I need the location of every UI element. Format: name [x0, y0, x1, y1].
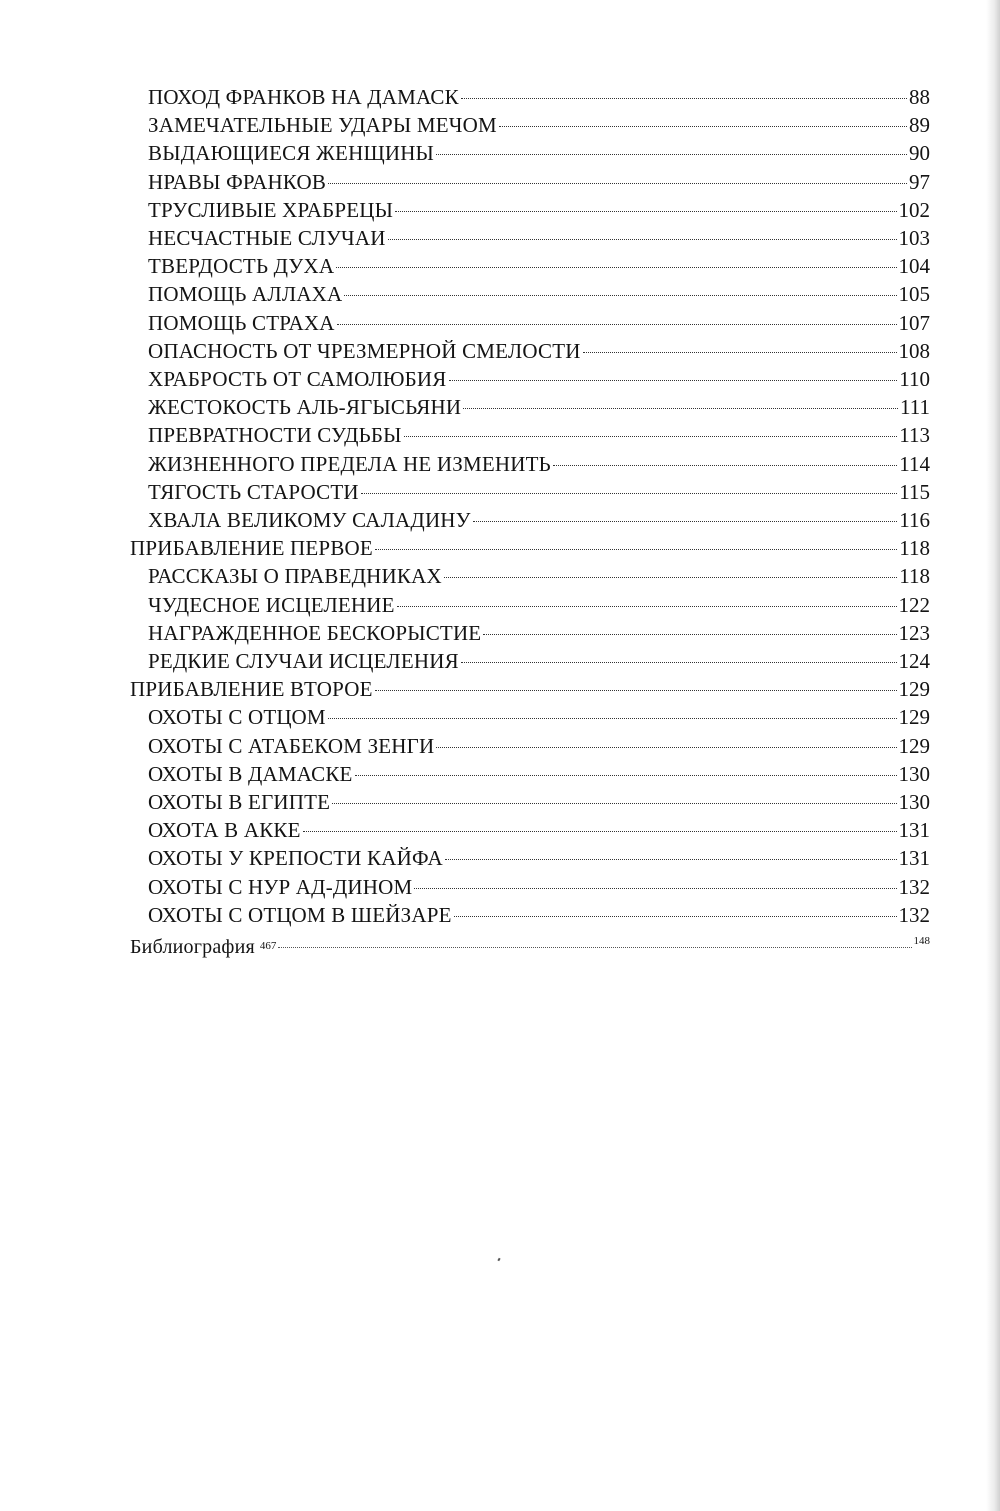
toc-entry-page-number: 104	[898, 254, 930, 279]
toc-entry-title: ЖЕСТОКОСТЬ АЛЬ-ЯГЫСЬЯНИ	[148, 395, 462, 420]
dot-leader	[445, 859, 897, 860]
toc-entry[interactable]	[148, 139, 930, 167]
dot-leader	[388, 239, 897, 240]
toc-entry-title: ОХОТЫ С ОТЦОМ В ШЕЙЗАРЕ	[148, 902, 452, 927]
toc-entry[interactable]	[130, 675, 930, 703]
scan-speck	[497, 1258, 500, 1262]
toc-entry[interactable]	[148, 816, 930, 844]
toc-entry-bibliography[interactable]	[130, 933, 930, 961]
toc-entry[interactable]	[148, 647, 930, 675]
toc-entry-page-number: 118	[899, 536, 930, 561]
dot-leader	[483, 634, 896, 635]
dot-leader	[395, 211, 896, 212]
toc-entry-title: ВЫДАЮЩИЕСЯ ЖЕНЩИНЫ	[148, 141, 435, 166]
page-edge-shadow	[986, 0, 1000, 1511]
toc-entry-title: ПОХОД ФРАНКОВ НА ДАМАСК	[148, 85, 459, 109]
toc-entry-title: Библиография	[130, 936, 255, 958]
toc-entry-title: ЗАМЕЧАТЕЛЬНЫЕ УДАРЫ МЕЧОМ	[148, 113, 497, 138]
toc-entry-title: ПРЕВРАТНОСТИ СУДЬБЫ	[148, 423, 402, 448]
toc-entry-page-number: 102	[898, 197, 930, 222]
toc-entry-page-number: 118	[899, 564, 930, 589]
toc-entry-page-number: 131	[898, 818, 930, 843]
toc-entry-title: ЖИЗНЕННОГО ПРЕДЕЛА НЕ ИЗМЕНИТЬ	[148, 451, 551, 476]
toc-entry[interactable]	[148, 788, 930, 816]
toc-entry[interactable]	[148, 421, 930, 449]
toc-entry-page-number: 132	[898, 874, 930, 899]
toc-entry-page-number: 130	[898, 790, 930, 814]
toc-entry-page-number: 105	[898, 282, 930, 307]
toc-entry-title: ОХОТЫ В ДАМАСКЕ	[148, 761, 353, 786]
toc-entry-title: ОХОТЫ У КРЕПОСТИ КАЙФА	[148, 846, 443, 871]
toc-entry[interactable]	[130, 534, 930, 562]
toc-entry-title: ПОМОЩЬ АЛЛАХА	[148, 282, 343, 307]
dot-leader	[336, 267, 896, 268]
toc-entry[interactable]	[148, 844, 930, 872]
toc-entry-page-number: 123	[898, 620, 930, 645]
dot-leader	[397, 606, 897, 607]
dot-leader	[449, 380, 898, 381]
toc-entry[interactable]	[148, 83, 930, 111]
toc-entry-title: ТРУСЛИВЫЕ ХРАБРЕЦЫ	[148, 197, 394, 222]
toc-entry[interactable]	[148, 111, 930, 139]
toc-entry[interactable]	[148, 901, 930, 929]
toc-entry-page-number: 129	[898, 705, 930, 730]
toc-entry-title: ОХОТЫ С АТАБЕКОМ ЗЕНГИ	[148, 733, 435, 758]
toc-entry[interactable]	[148, 562, 930, 590]
dot-leader	[436, 747, 896, 748]
toc-entry-title: ОХОТЫ С НУР АД-ДИНОМ	[148, 874, 413, 899]
toc-entry-page-number: 122	[898, 592, 930, 617]
toc-entry[interactable]	[148, 703, 930, 731]
toc-entry[interactable]	[148, 760, 930, 788]
dot-leader	[375, 549, 897, 550]
dot-leader	[278, 947, 911, 948]
toc-entry[interactable]	[148, 196, 930, 224]
toc-entry-page-number: 108	[898, 338, 930, 363]
dot-leader	[436, 154, 907, 155]
toc-entry-page-number: 114	[899, 451, 930, 476]
dot-leader	[355, 775, 897, 776]
dot-leader	[328, 183, 907, 184]
toc-entry-page-number: 90	[909, 141, 930, 166]
toc-entry-page-number: 116	[899, 508, 930, 532]
toc-entry-title: ОХОТА В АККЕ	[148, 818, 301, 843]
toc-entry-page-number: 103	[898, 226, 930, 250]
dot-leader	[473, 521, 898, 522]
toc-entry-title: ХРАБРОСТЬ ОТ САМОЛЮБИЯ	[148, 367, 447, 391]
toc-entry-title: ОХОТЫ С ОТЦОМ	[148, 705, 326, 730]
toc-entry-page-number: 110	[899, 367, 930, 391]
toc-entry-page-number: 124	[898, 649, 930, 673]
toc-entry-page-number: 129	[898, 677, 930, 702]
toc-entry-page-number: 107	[898, 310, 930, 335]
toc-entry[interactable]	[148, 732, 930, 760]
toc-entry-title: ТЯГОСТЬ СТАРОСТИ	[148, 479, 359, 504]
toc-entry[interactable]	[148, 619, 930, 647]
toc-entry-title: ОПАСНОСТЬ ОТ ЧРЕЗМЕРНОЙ СМЕЛОСТИ	[148, 338, 581, 363]
dot-leader	[454, 916, 897, 917]
toc-entry-page-number: 89	[909, 113, 930, 138]
toc-entry-title: НЕСЧАСТНЫЕ СЛУЧАИ	[148, 226, 386, 250]
toc-entry[interactable]	[148, 252, 930, 280]
toc-entry-title: ПОМОЩЬ СТРАХА	[148, 310, 335, 335]
footnote-number: 467	[259, 940, 277, 952]
toc-entry-title: ОХОТЫ В ЕГИПТЕ	[148, 790, 331, 814]
toc-entry-title: ПРИБАВЛЕНИЕ ВТОРОЕ	[130, 677, 373, 702]
dot-leader	[461, 98, 907, 99]
dot-leader	[461, 662, 897, 663]
dot-leader	[332, 803, 896, 804]
toc-entry[interactable]	[148, 506, 930, 534]
toc-entry-page-number: 113	[899, 423, 930, 448]
toc-entry-page-number: 129	[898, 733, 930, 758]
toc-entry-page-number: 111	[900, 395, 930, 420]
dot-leader	[337, 324, 897, 325]
toc-entry-page-number: 132	[898, 902, 930, 927]
dot-leader	[414, 888, 896, 889]
toc-entry-title: НРАВЫ ФРАНКОВ	[148, 169, 327, 194]
toc-entry-title: НАГРАЖДЕННОЕ БЕСКОРЫСТИЕ	[148, 620, 482, 645]
dot-leader	[361, 493, 898, 494]
toc-entry[interactable]	[148, 478, 930, 506]
dot-leader	[499, 126, 907, 127]
dot-leader	[328, 718, 897, 719]
toc-entry[interactable]	[148, 224, 930, 252]
toc-entry-page-number: 148	[913, 935, 930, 947]
toc-entry[interactable]	[148, 365, 930, 393]
dot-leader	[444, 577, 897, 578]
dot-leader	[463, 408, 898, 409]
toc-entry-page-number: 115	[899, 479, 930, 504]
toc-entry[interactable]	[148, 280, 930, 308]
dot-leader	[375, 690, 897, 691]
dot-leader	[344, 295, 896, 296]
dot-leader	[583, 352, 897, 353]
toc-entry-title: ХВАЛА ВЕЛИКОМУ САЛАДИНУ	[148, 508, 471, 532]
dot-leader	[303, 831, 897, 832]
toc-entry[interactable]	[148, 393, 930, 421]
dot-leader	[553, 465, 897, 466]
toc-entry-title: ЧУДЕСНОЕ ИСЦЕЛЕНИЕ	[148, 592, 395, 617]
toc-entry-page-number: 130	[898, 761, 930, 786]
toc-entry[interactable]	[148, 450, 930, 478]
toc-entry-title: РАССКАЗЫ О ПРАВЕДНИКАХ	[148, 564, 442, 589]
toc-entry[interactable]	[148, 168, 930, 196]
toc-entry-page-number: 131	[898, 846, 930, 871]
dot-leader	[404, 436, 898, 437]
toc-entry[interactable]	[148, 873, 930, 901]
toc-entry-title: ПРИБАВЛЕНИЕ ПЕРВОЕ	[130, 536, 373, 561]
toc-entry-page-number: 97	[909, 169, 930, 194]
toc-entry-title: РЕДКИЕ СЛУЧАИ ИСЦЕЛЕНИЯ	[148, 649, 459, 673]
toc-entry[interactable]	[148, 309, 930, 337]
toc-entry[interactable]	[148, 337, 930, 365]
toc-entry[interactable]	[148, 591, 930, 619]
toc-entry-page-number: 88	[909, 85, 930, 109]
toc-entry-title: ТВЕРДОСТЬ ДУХА	[148, 254, 335, 279]
